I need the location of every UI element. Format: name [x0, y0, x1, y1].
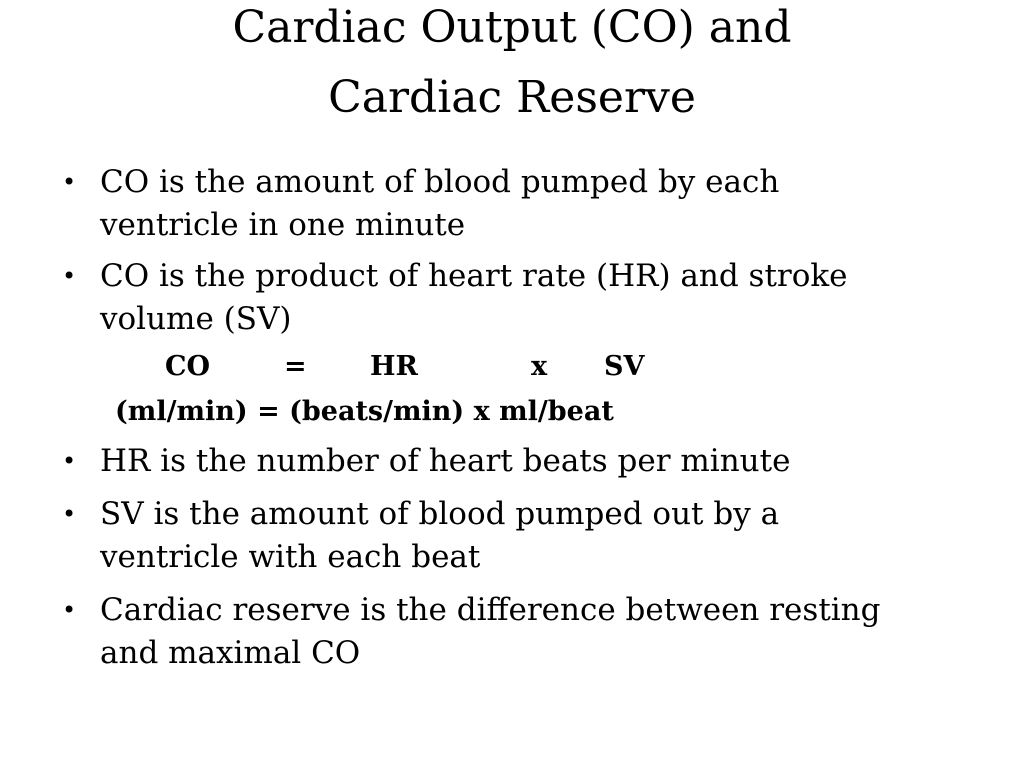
- formula-equals: =: [284, 351, 307, 382]
- formula-co: CO: [165, 351, 211, 382]
- formula-hr: HR: [370, 351, 418, 382]
- bullet-text-line: volume (SV): [100, 301, 292, 337]
- bullet-icon: •: [62, 596, 77, 624]
- bullet-text-line: and maximal CO: [100, 635, 361, 671]
- title-line-1: Cardiac Output (CO) and: [232, 2, 792, 53]
- bullet-text-line: HR is the number of heart beats per minute: [100, 443, 791, 479]
- bullet-text-line: SV is the amount of blood pumped out by a: [100, 496, 780, 532]
- formula-sv: SV: [604, 351, 645, 382]
- formula-times: x: [531, 351, 548, 382]
- bullet-text-line: ventricle with each beat: [100, 539, 481, 575]
- title-line-2: Cardiac Reserve: [328, 72, 696, 123]
- bullet-icon: •: [62, 500, 77, 528]
- formula-units: (ml/min) = (beats/min) x ml/beat: [115, 396, 614, 427]
- bullet-icon: •: [62, 447, 77, 475]
- bullet-text-line: CO is the amount of blood pumped by each: [100, 164, 780, 200]
- bullet-text-line: CO is the product of heart rate (HR) and stroke: [100, 258, 848, 294]
- bullet-text-line: Cardiac reserve is the difference between resting: [100, 592, 881, 628]
- bullet-text-line: ventricle in one minute: [100, 207, 466, 243]
- bullet-icon: •: [62, 262, 77, 290]
- bullet-icon: •: [62, 168, 77, 196]
